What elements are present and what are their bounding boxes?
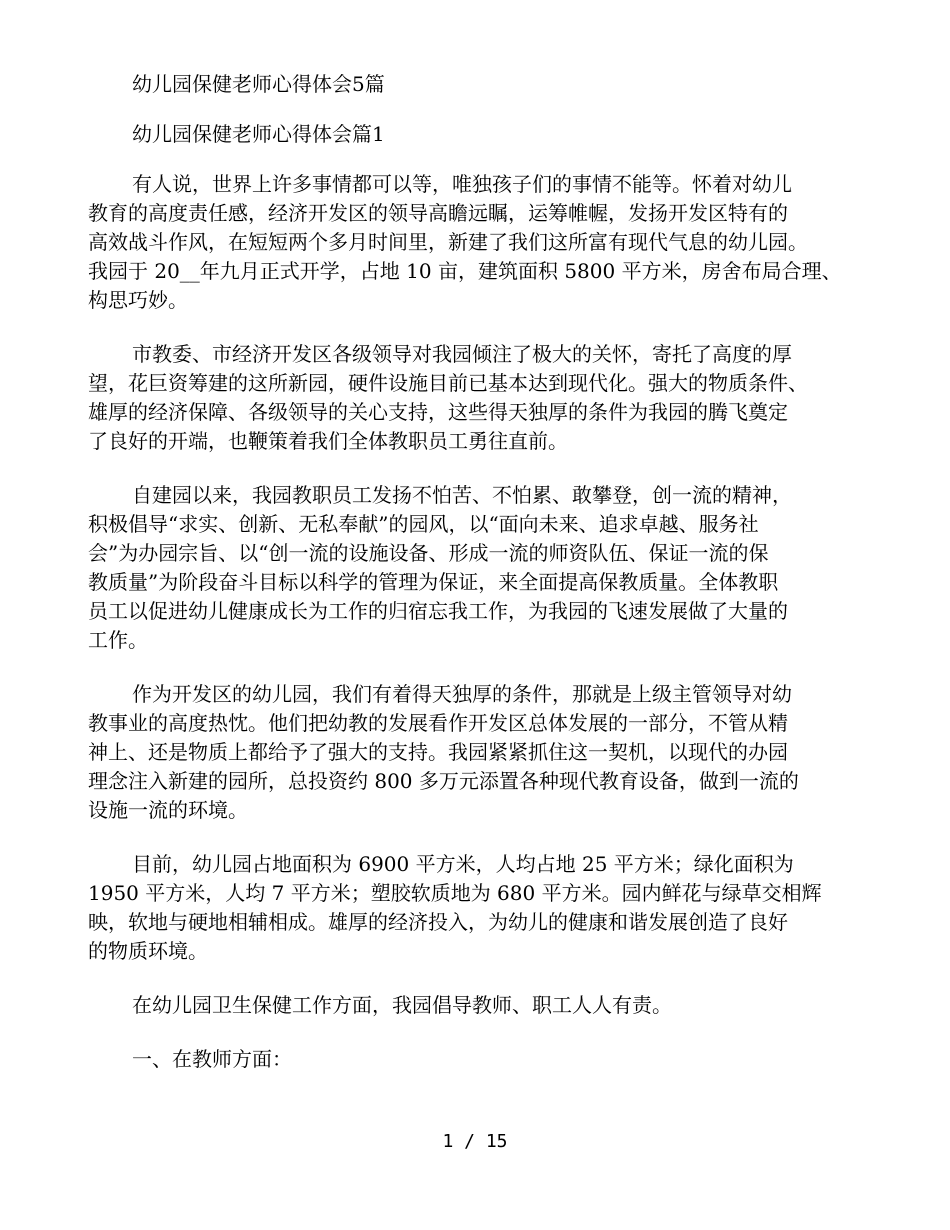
paragraph-3 (88, 481, 888, 655)
section-heading (88, 1045, 888, 1074)
paragraph-line: 员工以促进幼儿健康成长为工作的归宿忘我工作，为我园的飞速发展做了大量的 (88, 599, 788, 623)
paragraph-line: 会”为办园宗旨、以“创一流的设施设备、形成一流的师资队伍、保证一流的保 (88, 541, 769, 565)
section-heading-line: 一、在教师方面： (132, 1047, 292, 1071)
paragraph-line: 望，花巨资筹建的这所新园，硬件设施目前已基本达到现代化。强大的物质条件、 (88, 371, 808, 395)
paragraph-line: 教质量”为阶段奋斗目标以科学的管理为保证，来全面提高保教质量。全体教职 (88, 570, 779, 594)
paragraph-line: 工作。 (88, 628, 148, 652)
document-body (88, 70, 888, 1099)
paragraph-line: 有人说，世界上许多事情都可以等，唯独孩子们的事情不能等。怀着对幼儿 (132, 172, 792, 196)
paragraph-line: 的物质环境。 (88, 939, 208, 963)
paragraph-5 (88, 850, 888, 966)
document-title: 幼儿园保健老师心得体会5篇 (132, 72, 385, 96)
paragraph-line: 构思巧妙。 (88, 288, 188, 312)
paragraph-line: 教育的高度责任感，经济开发区的领导高瞻远瞩，运筹帷幄，发扬开发区特有的 (88, 201, 788, 225)
paragraph-line: 1950 平方米，人均 7 平方米；塑胶软质地为 680 平方米。园内鲜花与绿草交相辉 (88, 881, 822, 905)
paragraph-line: 教事业的高度热忱。他们把幼教的发展看作开发区总体发展的一部分，不管从精 (88, 711, 788, 735)
paragraph-line: 映，软地与硬地相辅相成。雄厚的经济投入，为幼儿的健康和谐发展创造了良好 (88, 910, 788, 934)
paragraph-line: 高效战斗作风，在短短两个多月时间里，新建了我们这所富有现代气息的幼儿园。 (88, 230, 808, 254)
paragraph-line: 在幼儿园卫生保健工作方面，我园倡导教师、职工人人有责。 (132, 993, 672, 1017)
paragraph-line: 市教委、市经济开发区各级领导对我园倾注了极大的关怀，寄托了高度的厚 (132, 342, 792, 366)
paragraph-line: 目前，幼儿园占地面积为 6900 平方米，人均占地 25 平方米；绿化面积为 (132, 852, 794, 876)
paragraph-2 (88, 340, 888, 456)
page-indicator: 1 / 15 (442, 1131, 508, 1152)
paragraph-line: 作为开发区的幼儿园，我们有着得天独厚的条件，那就是上级主管领导对幼 (132, 682, 792, 706)
paragraph-1 (88, 170, 888, 315)
paragraph-line: 我园于 20__年九月正式开学，占地 10 亩，建筑面积 5800 平方米，房舍布局合理、 (88, 259, 842, 283)
paragraph-line: 设施一流的环境。 (88, 798, 248, 822)
paragraph-line: 神上、还是物质上都给予了强大的支持。我园紧紧抓住这一契机，以现代的办园 (88, 740, 788, 764)
paragraph-line: 自建园以来，我园教职员工发扬不怕苦、不怕累、敢攀登，创一流的精神， (132, 483, 792, 507)
document-subtitle: 幼儿园保健老师心得体会篇1 (132, 122, 385, 146)
paragraph-6 (88, 991, 888, 1020)
paragraph-line: 积极倡导“求实、创新、无私奉献”的园风，以“面向未来、追求卓越、服务社 (88, 512, 759, 536)
paragraph-line: 了良好的开端，也鞭策着我们全体教职员工勇往直前。 (88, 429, 568, 453)
paragraph-line: 理念注入新建的园所，总投资约 800 多万元添置各种现代教育设备，做到一流的 (88, 769, 799, 793)
paragraph-4 (88, 680, 888, 825)
paragraph-line: 雄厚的经济保障、各级领导的关心支持，这些得天独厚的条件为我园的腾飞奠定 (88, 400, 788, 424)
